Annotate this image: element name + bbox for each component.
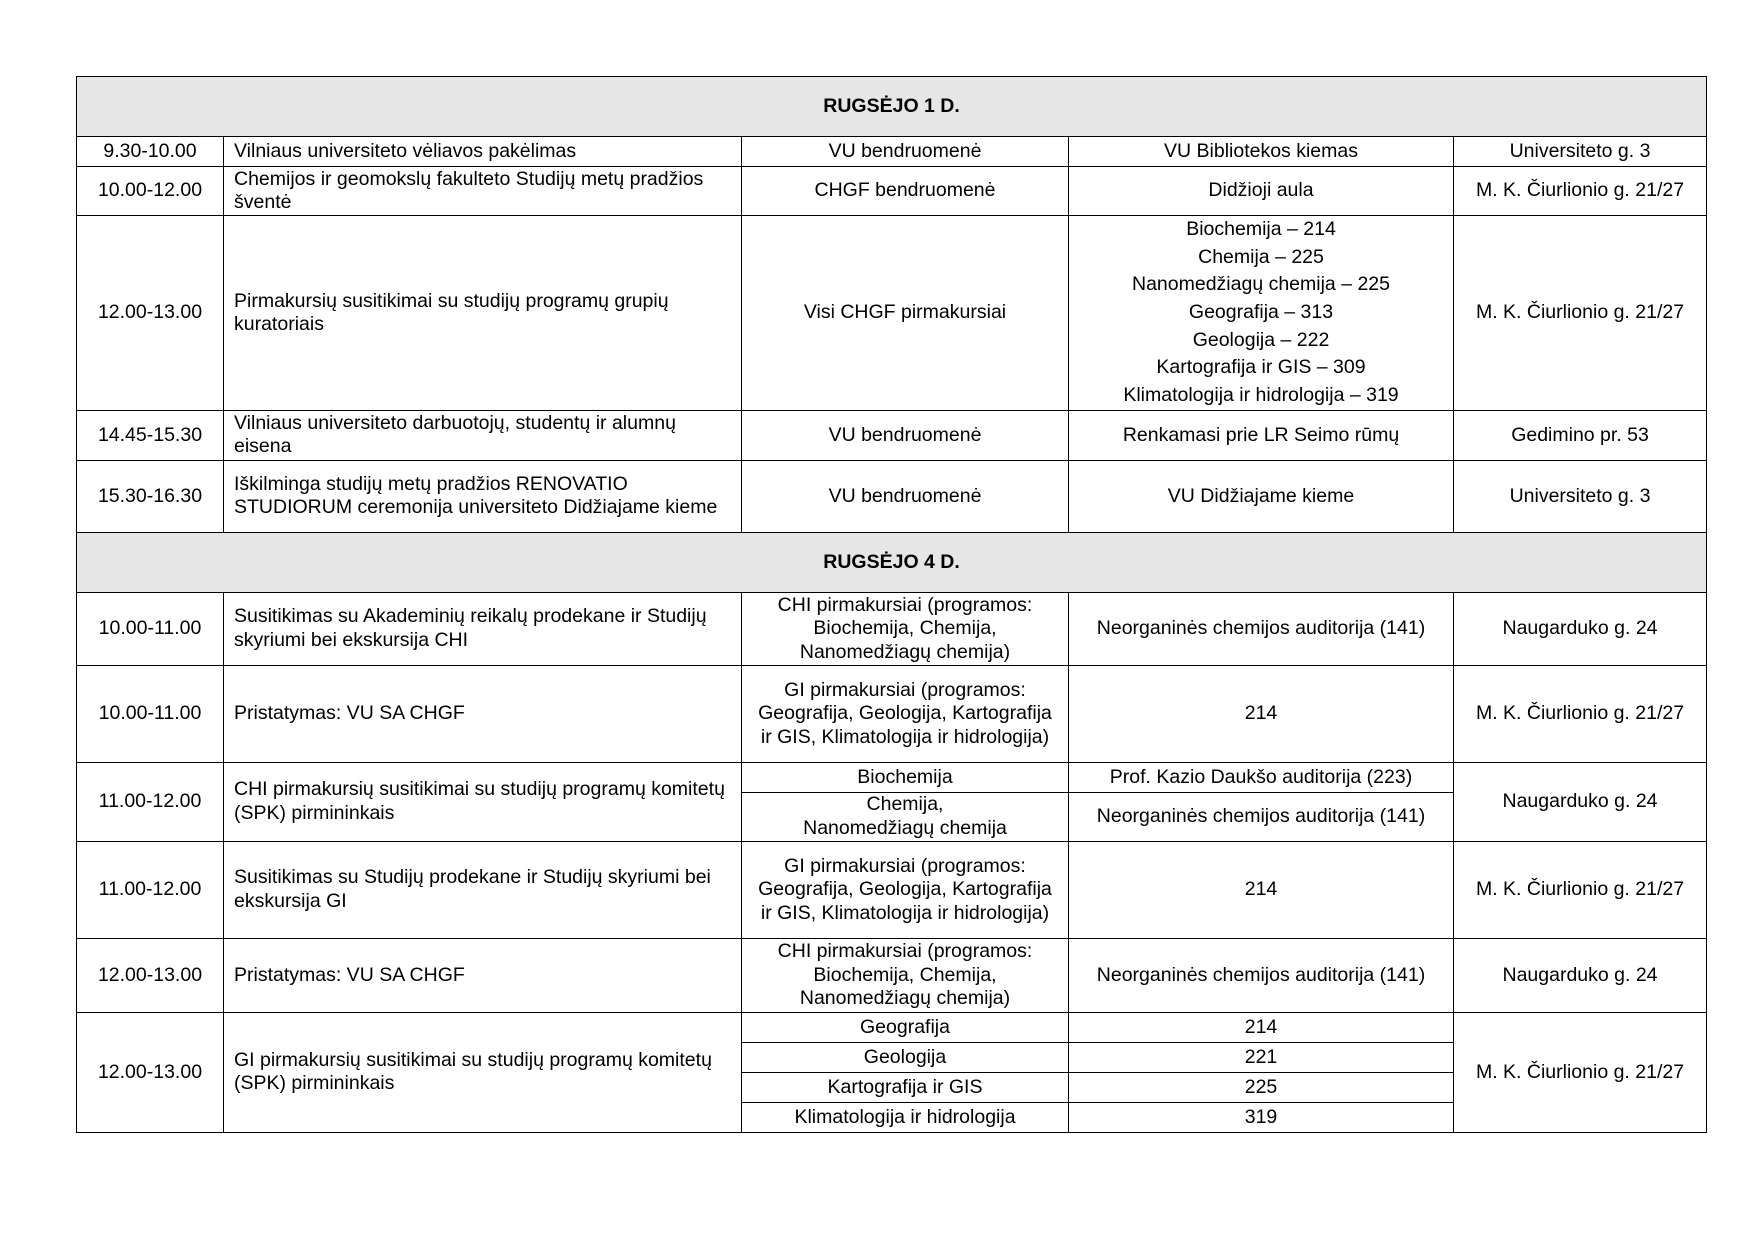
place-line: Chemija – 225 xyxy=(1198,245,1324,268)
audience-cell: GI pirmakursiai (programos: Geografija, Geologija, Kartografija ir GIS, Klimatologija ir hidrologija) xyxy=(742,841,1069,938)
address-cell: Universiteto g. 3 xyxy=(1454,460,1707,532)
place-line: Geografija – 313 xyxy=(1188,301,1334,324)
table-row xyxy=(77,216,1707,411)
audience-cell: Geologija xyxy=(742,1042,1069,1072)
event-cell: Vilniaus universiteto darbuotojų, studentų ir alumnų eisena xyxy=(224,410,742,460)
audience-cell: Klimatologija ir hidrologija xyxy=(742,1102,1069,1132)
place-cell: Neorganinės chemijos auditorija (141) xyxy=(1069,938,1454,1012)
audience-cell: GI pirmakursiai (programos: Geografija, Geologija, Kartografija ir GIS, Klimatologija ir hidrologija) xyxy=(742,665,1069,762)
address-cell: M. K. Čiurlionio g. 21/27 xyxy=(1454,841,1707,938)
table-row xyxy=(77,762,1707,792)
audience-cell: Visi CHGF pirmakursiai xyxy=(742,216,1069,411)
table-row xyxy=(77,410,1707,460)
place-cell: 319 xyxy=(1069,1102,1454,1132)
place-cell: 214 xyxy=(1069,1012,1454,1042)
place-cell: 221 xyxy=(1069,1042,1454,1072)
table-row xyxy=(77,167,1707,216)
address-cell: Naugarduko g. 24 xyxy=(1454,762,1707,841)
place-cell: Prof. Kazio Daukšo auditorija (223) xyxy=(1069,762,1454,792)
event-cell: Pristatymas: VU SA CHGF xyxy=(224,938,742,1012)
table-row xyxy=(77,592,1707,665)
address-cell: M. K. Čiurlionio g. 21/27 xyxy=(1454,167,1707,216)
time-cell: 9.30-10.00 xyxy=(77,137,224,167)
audience-cell: CHI pirmakursiai (programos: Biochemija, Chemija, Nanomedžiagų chemija) xyxy=(742,938,1069,1012)
time-cell: 12.00-13.00 xyxy=(77,1012,224,1132)
time-cell: 11.00-12.00 xyxy=(77,762,224,841)
audience-cell: Geografija xyxy=(742,1012,1069,1042)
table-row xyxy=(77,665,1707,762)
place-cell xyxy=(1069,216,1454,411)
event-cell: Iškilminga studijų metų pradžios RENOVATIO STUDIORUM ceremonija universiteto Didžiajame kieme xyxy=(224,460,742,532)
event-cell: Vilniaus universiteto vėliavos pakėlimas xyxy=(224,137,742,167)
place-cell: 214 xyxy=(1069,665,1454,762)
day-heading-row xyxy=(77,532,1707,592)
place-cell: Neorganinės chemijos auditorija (141) xyxy=(1069,792,1454,841)
place-line: Biochemija – 214 xyxy=(1186,218,1336,240)
audience-cell: Biochemija xyxy=(742,762,1069,792)
audience-cell: VU bendruomenė xyxy=(742,410,1069,460)
audience-cell xyxy=(742,792,1069,841)
event-cell: Susitikimas su Studijų prodekane ir Studijų skyriumi bei ekskursija GI xyxy=(224,841,742,938)
event-cell: Pristatymas: VU SA CHGF xyxy=(224,665,742,762)
table-row xyxy=(77,1012,1707,1042)
audience-line: Nanomedžiagų chemija xyxy=(803,816,1007,839)
place-cell: Neorganinės chemijos auditorija (141) xyxy=(1069,592,1454,665)
event-cell: GI pirmakursių susitikimai su studijų programų komitetų (SPK) pirmininkais xyxy=(224,1012,742,1132)
place-line: Geologija – 222 xyxy=(1192,328,1330,351)
place-cell: Renkamasi prie LR Seimo rūmų xyxy=(1069,410,1454,460)
audience-cell: VU bendruomenė xyxy=(742,137,1069,167)
table-row xyxy=(77,137,1707,167)
address-cell: Universiteto g. 3 xyxy=(1454,137,1707,167)
time-cell: 15.30-16.30 xyxy=(77,460,224,532)
time-cell: 12.00-13.00 xyxy=(77,938,224,1012)
address-cell: M. K. Čiurlionio g. 21/27 xyxy=(1454,665,1707,762)
address-cell: Gedimino pr. 53 xyxy=(1454,410,1707,460)
schedule-table xyxy=(76,76,1707,1133)
audience-cell: Kartografija ir GIS xyxy=(742,1072,1069,1102)
place-line: Nanomedžiagų chemija – 225 xyxy=(1132,273,1390,296)
event-cell: Pirmakursių susitikimai su studijų programų grupių kuratoriais xyxy=(224,216,742,411)
audience-cell: CHI pirmakursiai (programos: Biochemija, Chemija, Nanomedžiagų chemija) xyxy=(742,592,1069,665)
time-cell: 14.45-15.30 xyxy=(77,410,224,460)
event-cell: Chemijos ir geomokslų fakulteto Studijų metų pradžios šventė xyxy=(224,167,742,216)
audience-cell: VU bendruomenė xyxy=(742,460,1069,532)
audience-line: Chemija, xyxy=(866,793,944,816)
table-row xyxy=(77,460,1707,532)
time-cell: 10.00-11.00 xyxy=(77,592,224,665)
address-cell: M. K. Čiurlionio g. 21/27 xyxy=(1454,216,1707,411)
place-line: Klimatologija ir hidrologija – 319 xyxy=(1123,384,1399,407)
table-row xyxy=(77,841,1707,938)
event-cell: Susitikimas su Akademinių reikalų prodekane ir Studijų skyriumi bei ekskursija CHI xyxy=(224,592,742,665)
time-cell: 10.00-12.00 xyxy=(77,167,224,216)
time-cell: 12.00-13.00 xyxy=(77,216,224,411)
place-line: Kartografija ir GIS – 309 xyxy=(1156,356,1366,379)
time-cell: 10.00-11.00 xyxy=(77,665,224,762)
day-heading: RUGSĖJO 1 D. xyxy=(77,77,1707,137)
day-heading-row xyxy=(77,77,1707,137)
table-row xyxy=(77,938,1707,1012)
address-cell: Naugarduko g. 24 xyxy=(1454,592,1707,665)
place-cell: VU Bibliotekos kiemas xyxy=(1069,137,1454,167)
place-cell: 225 xyxy=(1069,1072,1454,1102)
time-cell: 11.00-12.00 xyxy=(77,841,224,938)
place-cell: VU Didžiajame kieme xyxy=(1069,460,1454,532)
day-heading: RUGSĖJO 4 D. xyxy=(77,532,1707,592)
address-cell: Naugarduko g. 24 xyxy=(1454,938,1707,1012)
event-cell: CHI pirmakursių susitikimai su studijų programų komitetų (SPK) pirmininkais xyxy=(224,762,742,841)
address-cell: M. K. Čiurlionio g. 21/27 xyxy=(1454,1012,1707,1132)
place-cell: 214 xyxy=(1069,841,1454,938)
audience-cell: CHGF bendruomenė xyxy=(742,167,1069,216)
place-cell: Didžioji aula xyxy=(1069,167,1454,216)
